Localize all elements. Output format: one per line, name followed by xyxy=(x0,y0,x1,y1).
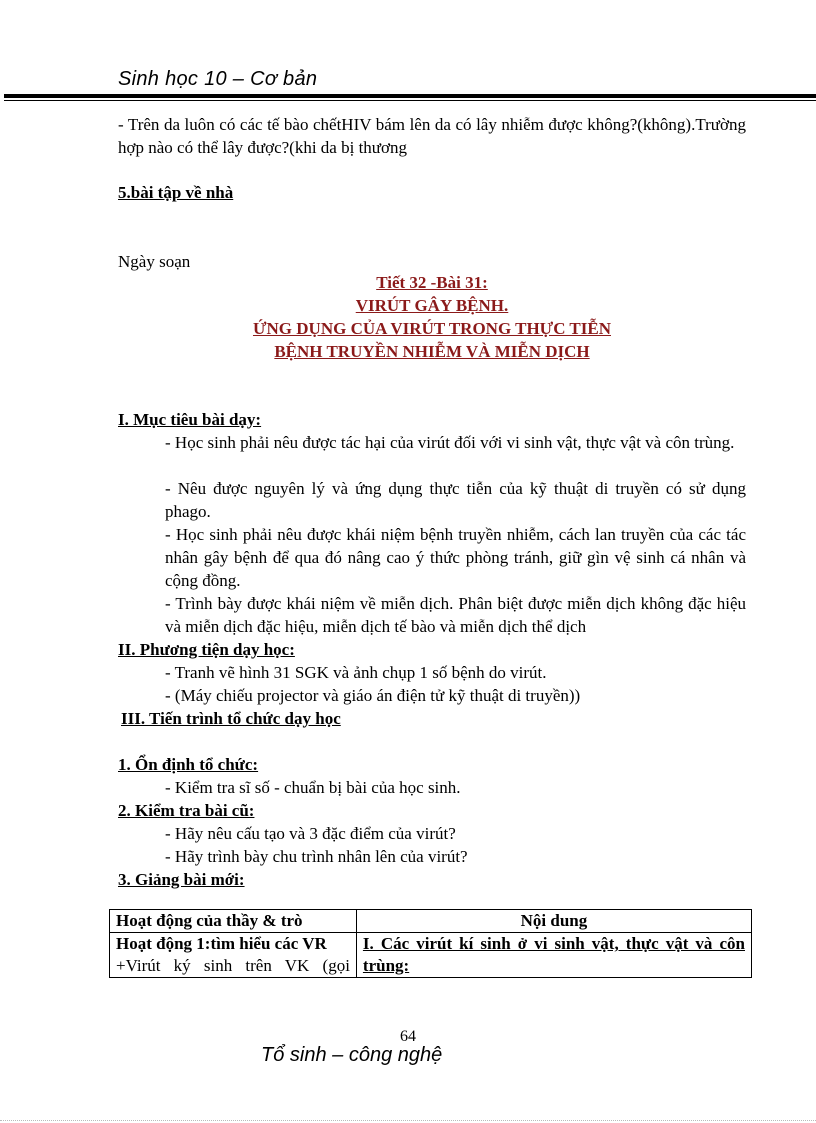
section-3-heading: III. Tiến trình tổ chức dạy học xyxy=(121,709,341,728)
lesson-title-line-2: VIRÚT GÂY BỆNH. xyxy=(355,296,509,315)
table-row xyxy=(110,933,752,978)
step-2-heading: 2. Kiểm tra bài cũ: xyxy=(118,801,255,820)
section-2-item: - (Máy chiếu projector và giáo án điện tử kỹ thuật di truyền)) xyxy=(165,686,581,705)
section-2-item: - Tranh vẽ hình 31 SGK và ảnh chụp 1 số bệnh do virút. xyxy=(165,663,547,682)
step-1-heading: 1. Ổn định tổ chức: xyxy=(118,755,259,774)
table-cell-activity xyxy=(110,933,357,978)
footer-text: Tổ sinh – công nghệ xyxy=(261,1044,443,1066)
table-cell-content: I. Các virút kí sinh ở vi sinh vật, thực vật và côn trùng: xyxy=(356,933,751,978)
header-rule-thin xyxy=(4,100,816,101)
table-header-content: Nội dung xyxy=(356,910,751,933)
lesson-title-line-4: BỆNH TRUYỀN NHIỄM VÀ MIỄN DỊCH xyxy=(274,342,590,361)
step-2-item: - Hãy nêu cấu tạo và 3 đặc điểm của virút? xyxy=(165,824,456,843)
table-header-row xyxy=(110,910,752,933)
header-rule-thick xyxy=(4,94,816,98)
page-bottom-divider xyxy=(0,1120,816,1121)
document-header-title: Sinh học 10 – Cơ bản xyxy=(118,68,318,90)
intro-paragraph: - Trên da luôn có các tế bào chếtHIV bám lên da có lây nhiễm được không?(không).Trường hợp nào có thể lây được?(khi da bị thương xyxy=(118,115,746,157)
section-1-heading: I. Mục tiêu bài dạy: xyxy=(118,410,262,429)
table-header-activity: Hoạt động của thầy & trò xyxy=(110,910,357,933)
date-label: Ngày soạn xyxy=(118,252,191,271)
lesson-title-line-3: ỨNG DỤNG CỦA VIRÚT TRONG THỰC TIỄN xyxy=(252,319,611,338)
section-1-item: - Nêu được nguyên lý và ứng dụng thực tiễn của kỹ thuật di truyền có sử dụng phago. xyxy=(165,479,746,521)
section-1-item: - Học sinh phải nêu được tác hại của virút đối với vi sinh vật, thực vật và côn trùng. xyxy=(165,433,735,452)
homework-heading: 5.bài tập về nhà xyxy=(118,183,234,202)
section-1-item: - Học sinh phải nêu được khái niệm bệnh truyền nhiễm, cách lan truyền của các tác nhân gây bệnh để qua đó nâng cao ý thức phòng tránh, giữ gìn vệ sinh cá nhân và cộng đồng. xyxy=(165,525,746,590)
section-2-heading: II. Phương tiện dạy học: xyxy=(118,640,295,659)
section-1-item: - Trình bày được khái niệm về miễn dịch. Phân biệt được miễn dịch không đặc hiệu và miễn dịch đặc hiệu, miễn dịch tế bào và miễn dịch thể dịch xyxy=(165,594,746,636)
step-3-heading: 3. Giảng bài mới: xyxy=(118,870,245,889)
page-number: 64 xyxy=(400,1028,416,1045)
activity-1-text: +Virút ký sinh trên VK (gọi xyxy=(116,956,350,975)
step-2-item: - Hãy trình bày chu trình nhân lên của virút? xyxy=(165,847,468,866)
activity-1-title: Hoạt động 1:tìm hiểu các VR xyxy=(116,934,327,953)
lesson-title-line-1: Tiết 32 -Bài 31: xyxy=(376,273,488,292)
lesson-activity-table xyxy=(109,909,752,978)
step-1-item: - Kiểm tra sĩ số - chuẩn bị bài của học sinh. xyxy=(165,778,461,797)
